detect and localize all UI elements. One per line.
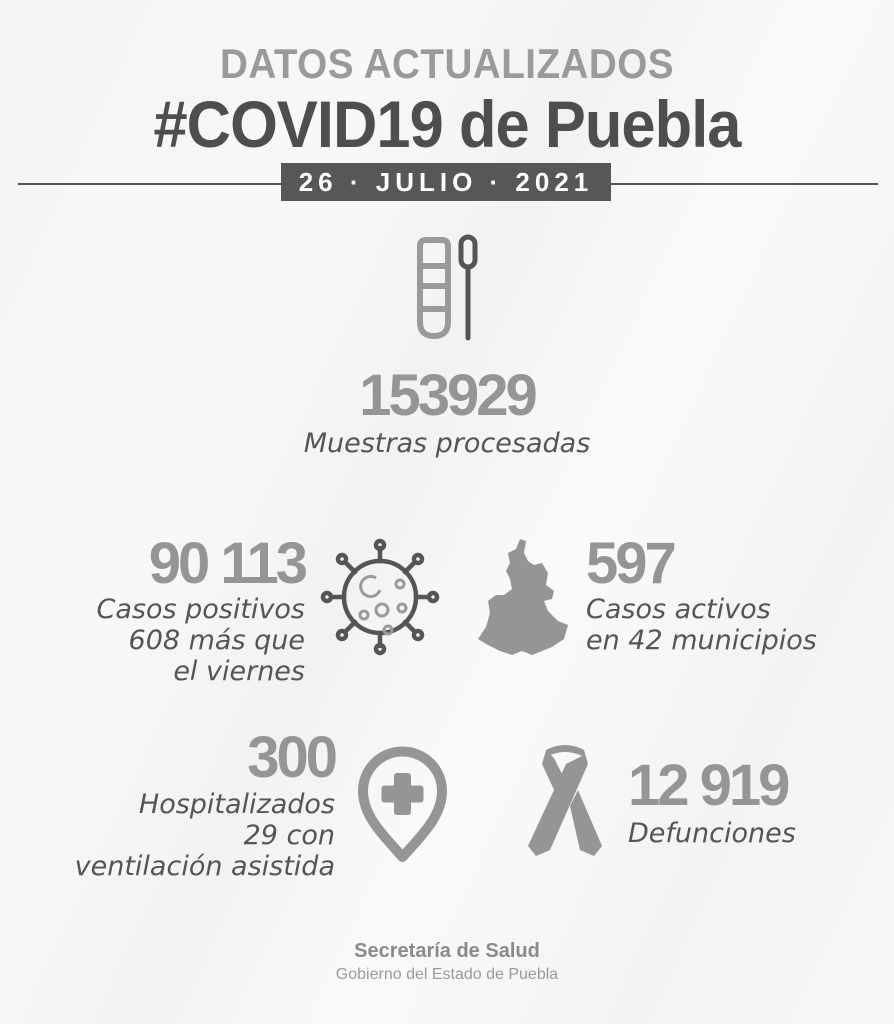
virus-icon xyxy=(320,538,440,656)
activos-label-line2: en 42 municipios xyxy=(586,625,817,656)
page-title: #COVID19 de Puebla xyxy=(153,87,741,161)
hospitalizados-label-line2: 29 con xyxy=(243,820,335,851)
positivos-label-line2: 608 más que xyxy=(128,625,305,656)
defunciones-value: 12 919 xyxy=(628,753,788,818)
defunciones-label: Defunciones xyxy=(628,818,796,849)
hospitalizados-label-line1: Hospitalizados xyxy=(138,789,335,820)
header-subtitle: DATOS ACTUALIZADOS xyxy=(219,40,675,87)
hospital-pin-icon xyxy=(355,745,450,863)
test-tube-swab-icon xyxy=(410,232,490,342)
positivos-label-line3: el viernes xyxy=(173,656,305,687)
activos-label-line1: Casos activos xyxy=(586,594,771,625)
activos-label xyxy=(586,594,817,656)
positivos-label-line1: Casos positivos xyxy=(96,594,305,625)
muestras-value: 153929 xyxy=(359,363,535,428)
ribbon-icon xyxy=(526,742,604,860)
hospitalizados-label xyxy=(20,789,335,882)
puebla-map-icon xyxy=(476,535,571,660)
footer-org: Secretaría de Salud xyxy=(354,940,540,962)
activos-value: 597 xyxy=(586,531,674,596)
muestras-label: Muestras procesadas xyxy=(303,428,591,459)
hospitalizados-label-line3: ventilación asistida xyxy=(74,851,335,882)
date-badge: 26 · JULIO · 2021 xyxy=(281,163,611,201)
positivos-label xyxy=(20,594,305,687)
footer-gov: Gobierno del Estado de Puebla xyxy=(335,966,559,983)
hospitalizados-value: 300 xyxy=(247,725,335,790)
positivos-value: 90 113 xyxy=(148,531,305,596)
